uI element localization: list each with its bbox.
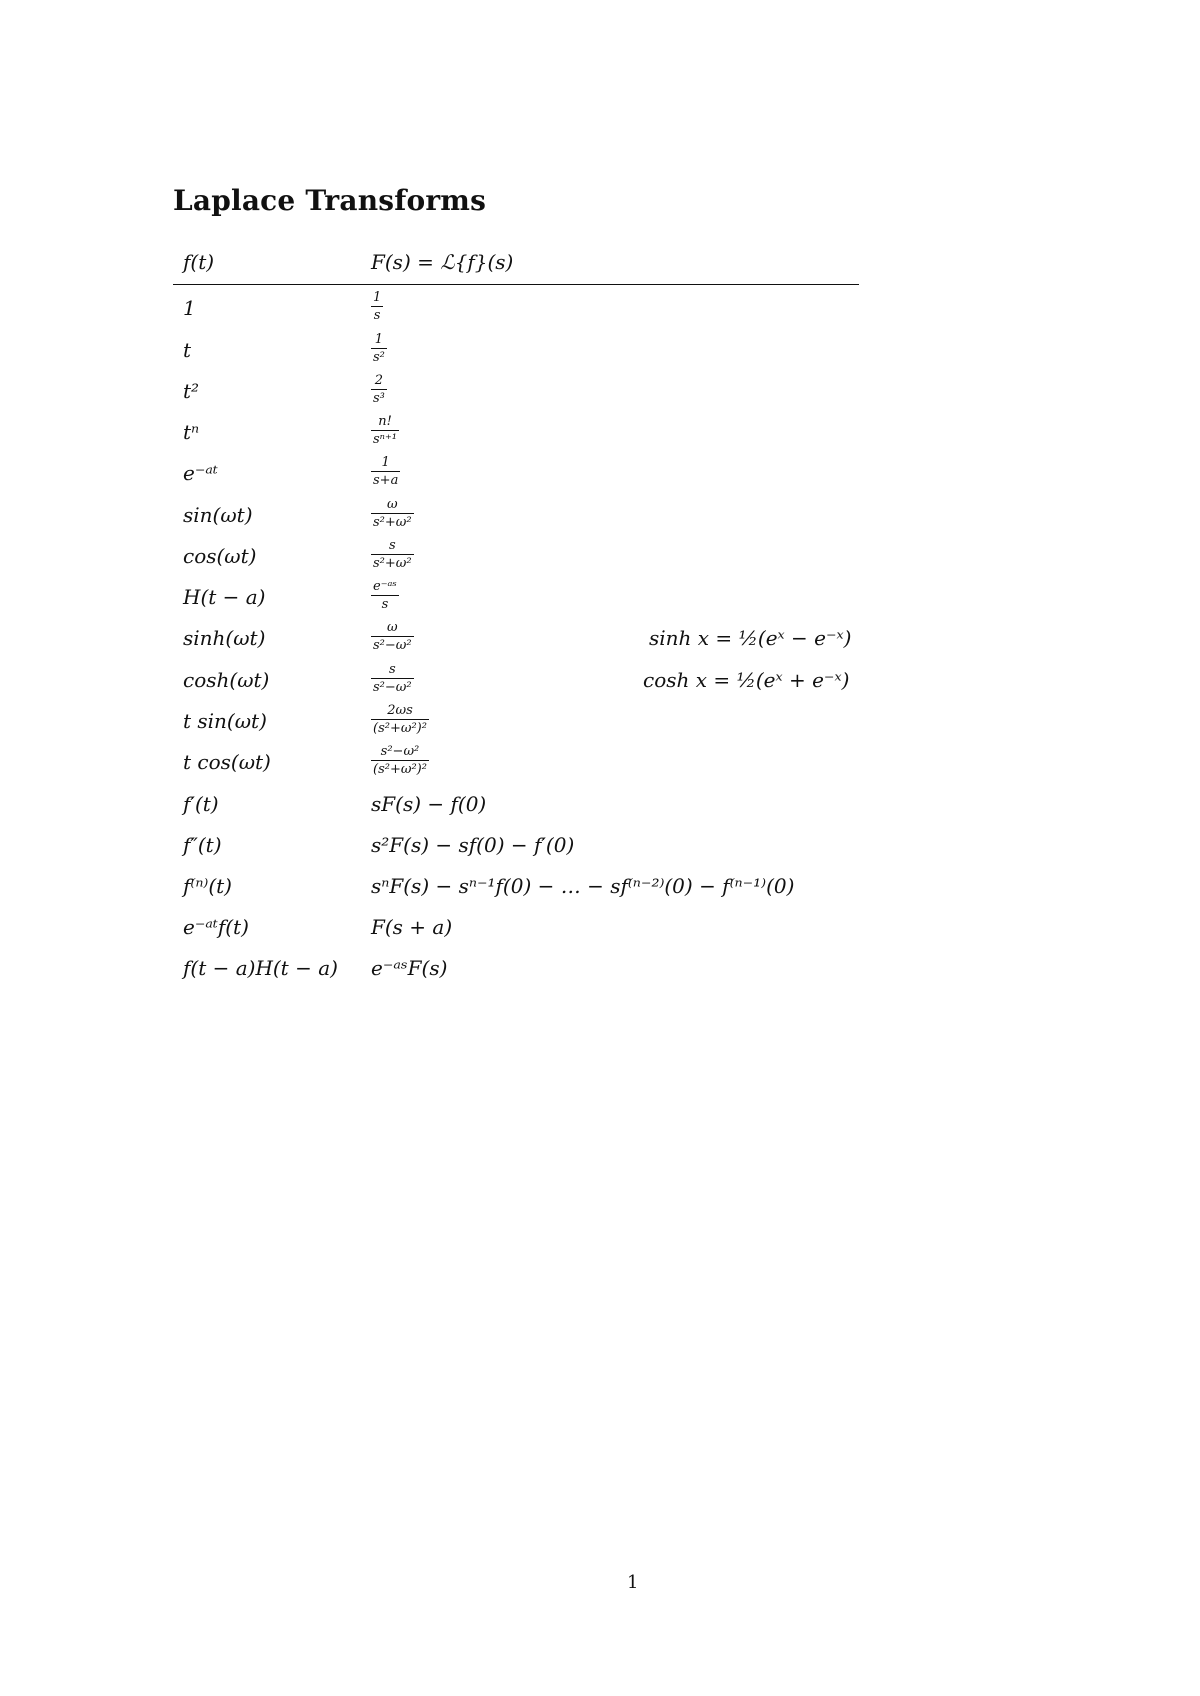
fraction (371, 497, 414, 530)
fraction (371, 662, 414, 695)
denominator: s²+ω² (373, 556, 412, 571)
Fs-cell (371, 497, 414, 530)
numerator: 1 (371, 455, 400, 472)
fraction (371, 373, 387, 406)
Fs-cell (371, 620, 414, 653)
fraction (371, 332, 387, 365)
table-row (173, 660, 873, 700)
denominator: s² (373, 350, 385, 365)
table-row (173, 453, 873, 493)
ft-cell: e⁻ᵃᵗf(t) (183, 915, 249, 939)
ft-cell: sin(ωt) (183, 503, 253, 527)
table-row (173, 288, 873, 328)
denominator: s³ (373, 391, 385, 406)
Fs-cell (371, 579, 399, 612)
table-row (173, 577, 873, 617)
denominator: s²+ω² (373, 515, 412, 530)
Fs-cell (371, 538, 414, 571)
table-row (173, 742, 873, 782)
ft-cell: f(t − a)H(t − a) (183, 956, 338, 980)
Fs-cell: s²F(s) − sf(0) − f′(0) (371, 833, 575, 857)
table-row (173, 866, 873, 906)
ft-cell: 1 (183, 296, 196, 320)
page-title: Laplace Transforms (173, 184, 487, 217)
table-row (173, 784, 873, 824)
sinh-definition-note: sinh x = ½(eˣ − e⁻ˣ) (649, 626, 852, 650)
Fs-cell (371, 744, 429, 777)
cosh-definition-note: cosh x = ½(eˣ + e⁻ˣ) (643, 668, 850, 692)
ft-cell: e⁻ᵃᵗ (183, 461, 218, 485)
fraction (371, 455, 400, 488)
table-row (173, 371, 873, 411)
table-row (173, 330, 873, 370)
numerator: ω (371, 620, 414, 637)
numerator: ω (371, 497, 414, 514)
Fs-cell (371, 373, 387, 406)
Fs-cell (371, 290, 383, 323)
numerator: s²−ω² (371, 744, 429, 761)
table-row (173, 948, 873, 988)
fraction (371, 414, 399, 447)
Fs-cell: F(s + a) (371, 915, 453, 939)
fraction (371, 703, 429, 736)
table-row (173, 412, 873, 452)
Fs-cell (371, 414, 399, 447)
denominator: (s²+ω²)² (373, 721, 427, 736)
ft-cell: t sin(ωt) (183, 709, 267, 733)
Fs-cell: sⁿF(s) − sⁿ⁻¹f(0) − … − sf⁽ⁿ⁻²⁾(0) − f⁽ⁿ⁻¹⁾(0) (371, 874, 795, 898)
numerator: e⁻ᵃˢ (373, 579, 397, 594)
denominator: sⁿ⁺¹ (373, 432, 398, 447)
ft-cell: t² (183, 379, 200, 403)
numerator: 2 (371, 373, 387, 390)
header-laplace-transform: F(s) = ℒ{f}(s) (371, 250, 514, 274)
Fs-cell (371, 455, 400, 488)
table-row (173, 536, 873, 576)
denominator: s (373, 308, 381, 323)
ft-cell: H(t − a) (183, 585, 266, 609)
numerator: 1 (371, 332, 387, 349)
Fs-cell (371, 662, 414, 695)
numerator: n! (371, 414, 399, 431)
fraction (371, 538, 414, 571)
numerator: 1 (373, 290, 382, 305)
ft-cell: f″(t) (183, 833, 222, 857)
table-row (173, 701, 873, 741)
denominator: s²−ω² (373, 638, 412, 653)
ft-cell: sinh(ωt) (183, 626, 266, 650)
table-row (173, 825, 873, 865)
numerator: 2ωs (371, 703, 429, 720)
numerator: s (371, 662, 414, 679)
ft-cell: t cos(ωt) (183, 750, 271, 774)
denominator: s+a (373, 473, 399, 488)
header-f-of-t: f(t) (183, 250, 215, 274)
denominator: (s²+ω²)² (373, 762, 427, 777)
denominator: s (381, 597, 389, 612)
table-row (173, 495, 873, 535)
Fs-cell (371, 332, 387, 365)
page-number: 1 (627, 1572, 639, 1593)
ft-cell: cos(ωt) (183, 544, 257, 568)
Fs-cell (371, 703, 429, 736)
ft-cell: cosh(ωt) (183, 668, 270, 692)
numerator: s (371, 538, 414, 555)
fraction (371, 744, 429, 777)
fraction (371, 579, 399, 612)
ft-cell: tⁿ (183, 420, 200, 444)
fraction (371, 290, 383, 323)
table-row (173, 618, 873, 658)
fraction (371, 620, 414, 653)
table-row (173, 907, 873, 947)
Fs-cell: e⁻ᵃˢF(s) (371, 956, 448, 980)
ft-cell: t (183, 338, 192, 362)
ft-cell: f′(t) (183, 792, 219, 816)
ft-cell: f⁽ⁿ⁾(t) (183, 874, 232, 898)
Fs-cell: sF(s) − f(0) (371, 792, 487, 816)
denominator: s²−ω² (373, 680, 412, 695)
